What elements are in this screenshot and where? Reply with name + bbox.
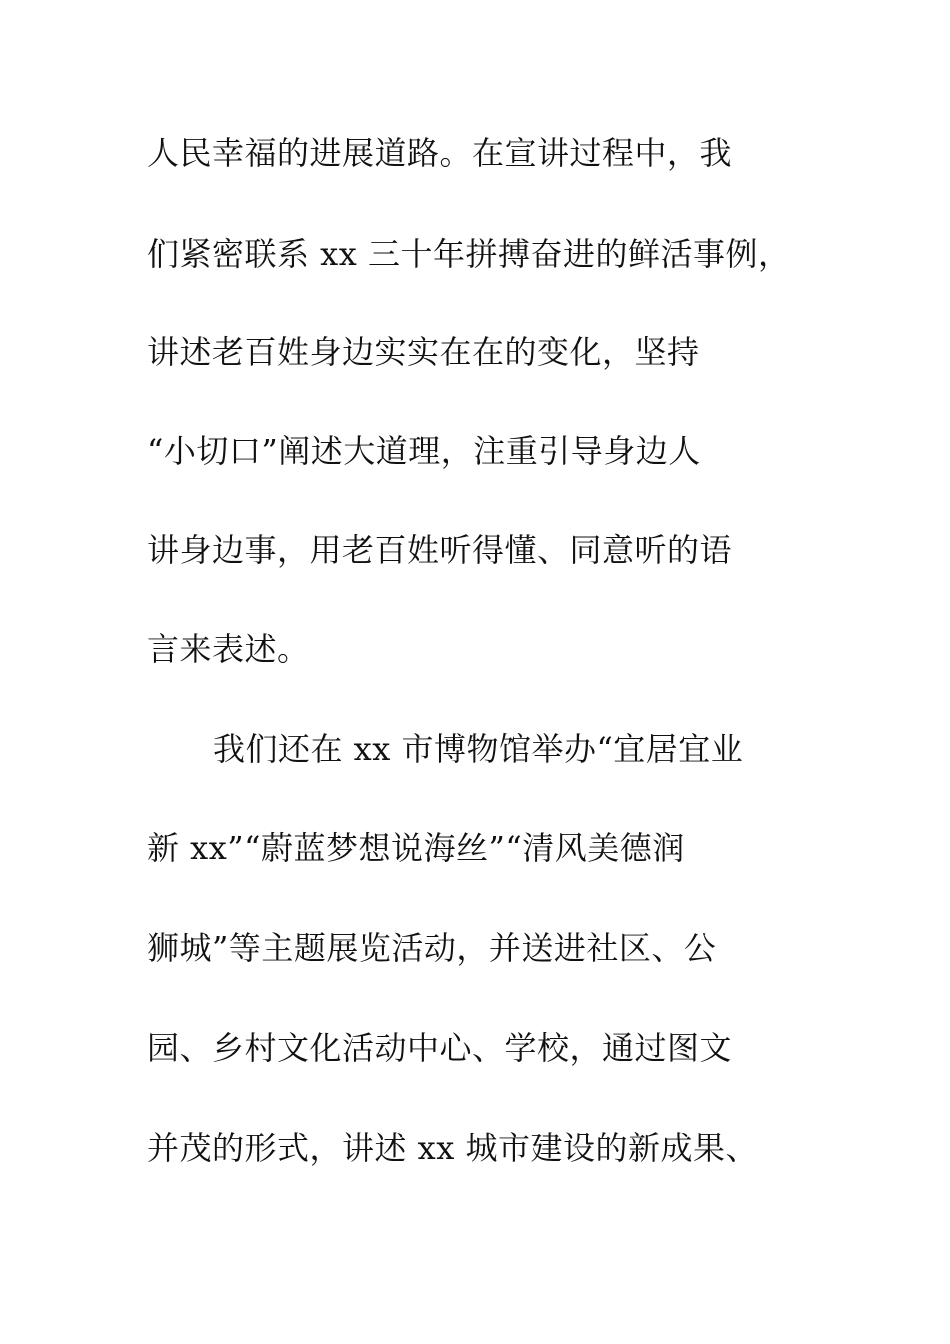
text-line-11: 并茂的形式，讲述 xx 城市建设的新成果、	[147, 1129, 758, 1167]
text-line-10: 园、乡村文化活动中心、学校，通过图文	[147, 1029, 733, 1067]
text-line-1: 人民幸福的进展道路。在宣讲过程中，我	[147, 134, 733, 172]
text-line-7-paragraph-start: 我们还在 xx 市博物馆举办“宜居宜业	[213, 730, 744, 768]
text-line-6: 言来表述。	[147, 630, 310, 668]
text-line-9: 狮城”等主题展览活动，并送进社区、公	[147, 929, 717, 967]
text-line-4: “小切口”阐述大道理，注重引导身边人	[147, 432, 701, 470]
text-line-5: 讲身边事，用老百姓听得懂、同意听的语	[147, 531, 733, 569]
text-line-2: 们紧密联系 xx 三十年拼搏奋进的鲜活事例，	[147, 235, 791, 273]
text-line-3: 讲述老百姓身边实实在在的变化，坚持	[147, 333, 700, 371]
text-line-8: 新 xx”“蔚蓝梦想说海丝”“清风美德润	[147, 829, 685, 867]
